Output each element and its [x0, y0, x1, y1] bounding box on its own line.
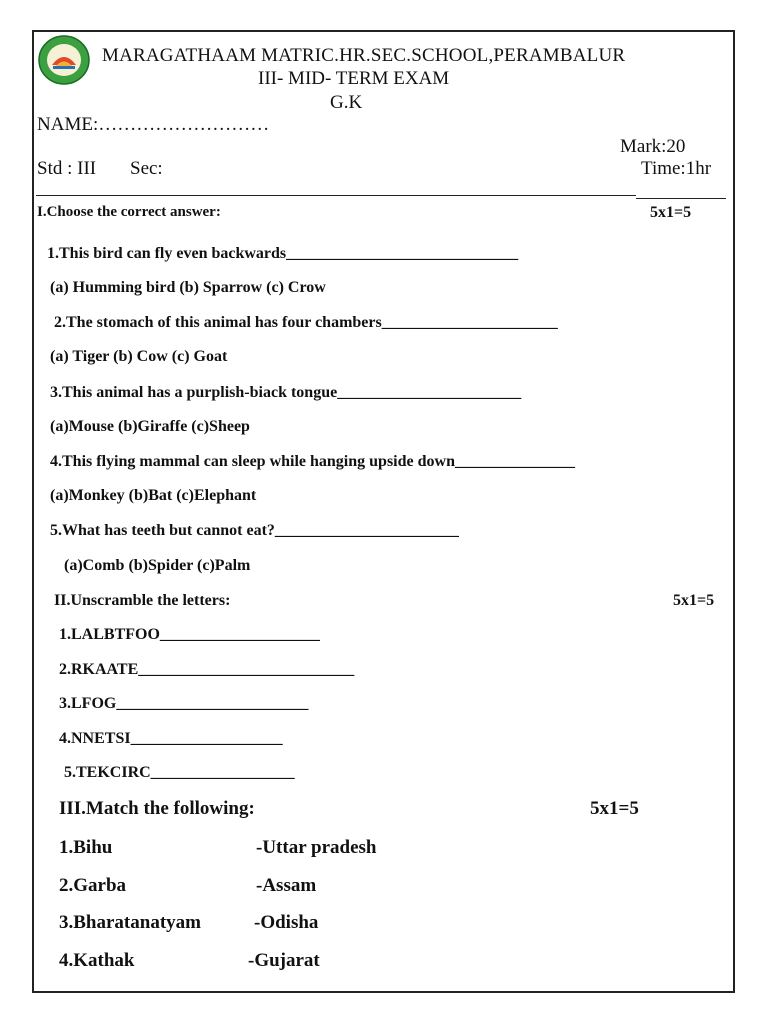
- school-name: MARAGATHAAM MATRIC.HR.SEC.SCHOOL,PERAMBALUR: [102, 45, 626, 66]
- options-line: (a) Humming bird (b) Sparrow (c) Crow: [50, 279, 326, 296]
- sec-label: Sec:: [130, 158, 163, 179]
- options-line: (a)Monkey (b)Bat (c)Elephant: [50, 487, 257, 504]
- options-line: (a)Mouse (b)Giraffe (c)Sheep: [50, 418, 250, 435]
- question-line: 4.This flying mammal can sleep while hanging upside down_______________: [50, 453, 575, 470]
- header-divider-right: [636, 198, 726, 199]
- options-line: (a) Tiger (b) Cow (c) Goat: [50, 348, 228, 365]
- match-right-item: -Assam: [256, 875, 317, 896]
- unscramble-item: 3.LFOG________________________: [59, 695, 309, 712]
- section2-title: II.Unscramble the letters:: [54, 592, 231, 609]
- match-left-item: 3.Bharatanatyam: [59, 912, 201, 933]
- subject-title: G.K: [330, 92, 363, 113]
- match-left-item: 4.Kathak: [59, 950, 135, 971]
- match-right-item: -Gujarat: [248, 950, 320, 971]
- unscramble-item: 1.LALBTFOO____________________: [59, 626, 320, 643]
- match-right-item: -Odisha: [254, 912, 319, 933]
- unscramble-item: 2.RKAATE___________________________: [59, 661, 355, 678]
- question-line: 2.The stomach of this animal has four chambers______________________: [54, 314, 558, 331]
- match-right-item: -Uttar pradesh: [256, 837, 377, 858]
- match-left-item: 1.Bihu: [59, 837, 113, 858]
- header-divider: [36, 195, 636, 196]
- unscramble-item: 4.NNETSI___________________: [59, 730, 283, 747]
- question-line: 3.This animal has a purplish-biack tongue_______________________: [50, 384, 522, 401]
- time-label: Time:1hr: [641, 158, 712, 179]
- section2-marks: 5x1=5: [673, 592, 715, 609]
- options-line: (a)Comb (b)Spider (c)Palm: [64, 557, 251, 574]
- school-logo-icon: [38, 35, 90, 85]
- section1-marks: 5x1=5: [650, 204, 692, 221]
- match-left-item: 2.Garba: [59, 875, 127, 896]
- unscramble-item: 5.TEKCIRC__________________: [64, 764, 295, 781]
- section1-title: I.Choose the correct answer:: [37, 204, 221, 220]
- name-field-label: NAME:………………………: [37, 114, 270, 135]
- question-line: 1.This bird can fly even backwards_____________________________: [47, 245, 519, 262]
- mark-label: Mark:20: [620, 136, 686, 157]
- std-label: Std : III: [37, 158, 97, 179]
- question-line: 5.What has teeth but cannot eat?_______________________: [50, 522, 459, 539]
- section3-marks: 5x1=5: [590, 798, 639, 819]
- section3-title: III.Match the following:: [59, 798, 255, 819]
- exam-title: III- MID- TERM EXAM: [258, 68, 450, 89]
